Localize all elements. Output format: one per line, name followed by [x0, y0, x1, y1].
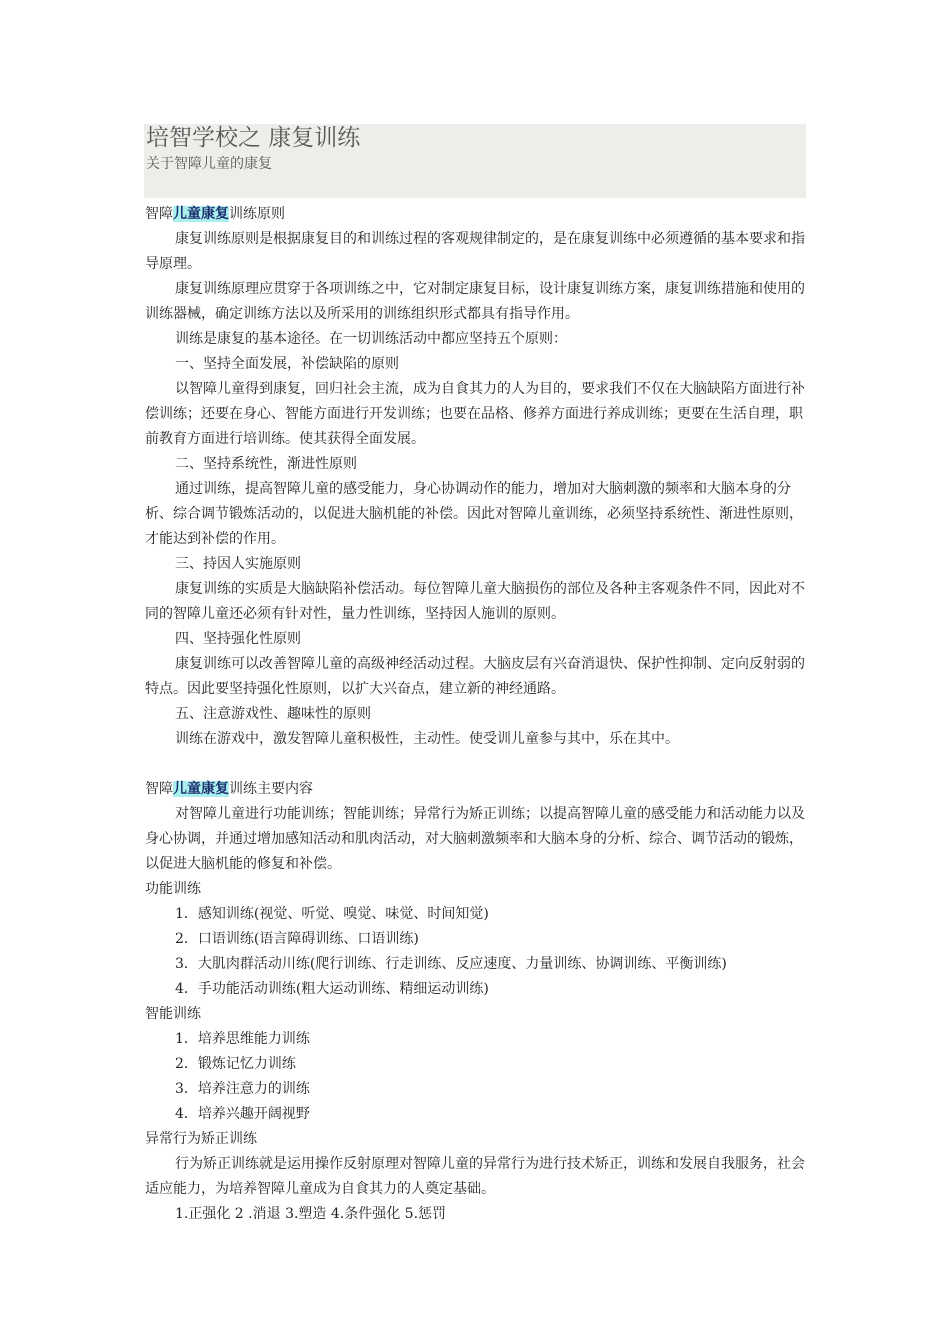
heading-suffix: 训练原则 — [229, 206, 285, 222]
list-item: 3．大肌肉群活动川练(爬行训练、行走训练、反应速度、力量训练、协调训练、平衡训练) — [175, 956, 727, 972]
principle-title: 三、持因人实施原则 — [175, 556, 301, 572]
methods-line: 1.正强化 2 .消退 3.塑造 4.条件强化 5.惩罚 — [175, 1206, 447, 1222]
list-item: 2．口语训练(语言障碍训练、口语训练) — [175, 931, 419, 947]
principle-body: 康复训练可以改善智障儿童的高级神经活动过程。大脑皮层有兴奋消退快、保护性抑制、定向反射弱的特点。因此要坚持强化性原则，以扩大兴奋点，建立新的神经通路。 — [145, 656, 805, 697]
heading-prefix: 智障 — [145, 781, 173, 797]
list-item: 2．锻炼记忆力训练 — [175, 1056, 296, 1072]
paragraph: 行为矫正训练就是运用操作反射原理对智障儿童的异常行为进行技术矫正，训练和发展自我服务，社会适应能力，为培养智障儿童成为自食其力的人奠定基础。 — [145, 1156, 805, 1197]
subsection-title-intellectual: 智能训练 — [145, 1006, 201, 1022]
list-item: 1．培养思维能力训练 — [175, 1031, 310, 1047]
article-body — [145, 202, 807, 1227]
principle-body: 训练在游戏中，激发智障儿童积极性，主动性。使受训儿童参与其中，乐在其中。 — [175, 731, 679, 747]
paragraph: 康复训练原理应贯穿于各项训练之中，它对制定康复目标，设计康复训练方案，康复训练措施和使用的训练器械，确定训练方法以及所采用的训练组织形式都具有指导作用。 — [145, 281, 805, 322]
list-item: 3．培养注意力的训练 — [175, 1081, 310, 1097]
section-spacer — [145, 752, 807, 777]
principle-title: 四、坚持强化性原则 — [175, 631, 301, 647]
principle-body: 通过训练，提高智障儿童的感受能力，身心协调动作的能力，增加对大脑刺激的频率和大脑本身的分析、综合调节锻炼活动的，以促进大脑机能的补偿。因此对智障儿童训练，必须坚持系统性、渐进性原则，才能达到补偿的作用。 — [145, 481, 803, 547]
heading-suffix: 训练主要内容 — [229, 781, 313, 797]
principle-body: 以智障儿童得到康复，回归社会主流，成为自食其力的人为目的，要求我们不仅在大脑缺陷方面进行补偿训练；还要在身心、智能方面进行开发训练；也要在品格、修养方面进行养成训练；更要在生活自理，职前教育方面进行培训练。使其获得全面发展。 — [145, 381, 805, 447]
header-banner — [144, 124, 806, 198]
heading-prefix: 智障 — [145, 206, 173, 222]
list-item: 4．手功能活动训练(粗大运动训练、精细运动训练) — [175, 981, 489, 997]
subsection-title-functional: 功能训练 — [145, 881, 201, 897]
principle-title: 二、坚持系统性，渐进性原则 — [175, 456, 357, 472]
page-subtitle: 关于智障儿童的康复 — [146, 156, 272, 172]
list-item: 1．感知训练(视觉、听觉、嗅觉、味觉、时间知觉) — [175, 906, 489, 922]
paragraph: 对智障儿童进行功能训练；智能训练；异常行为矫正训练；以提高智障儿童的感受能力和活动能力以及身心协调，并通过增加感知活动和肌肉活动，对大脑刺激频率和大脑本身的分析、综合、调节活动的锻炼，以促进大脑机能的修复和补偿。 — [145, 806, 805, 872]
principle-title: 一、坚持全面发展，补偿缺陷的原则 — [175, 356, 399, 372]
principle-body: 康复训练的实质是大脑缺陷补偿活动。每位智障儿童大脑损伤的部位及各种主客观条件不同，因此对不同的智障儿童还必须有针对性，量力性训练，坚持因人施训的原则。 — [145, 581, 805, 622]
paragraph: 康复训练原则是根据康复目的和训练过程的客观规律制定的，是在康复训练中必须遵循的基本要求和指导原理。 — [145, 231, 805, 272]
page-title: 培智学校之 康复训练 — [146, 125, 361, 151]
paragraph: 训练是康复的基本途径。在一切训练活动中都应坚持五个原则： — [175, 331, 567, 347]
principle-title: 五、注意游戏性、趣味性的原则 — [175, 706, 371, 722]
highlighted-keyword: 儿童康复 — [173, 781, 229, 797]
highlighted-keyword: 儿童康复 — [173, 206, 229, 222]
section-heading-content — [145, 777, 807, 802]
subsection-title-behavior: 异常行为矫正训练 — [145, 1131, 257, 1147]
section-heading-principles — [145, 202, 807, 227]
list-item: 4．培养兴趣开阔视野 — [175, 1106, 310, 1122]
